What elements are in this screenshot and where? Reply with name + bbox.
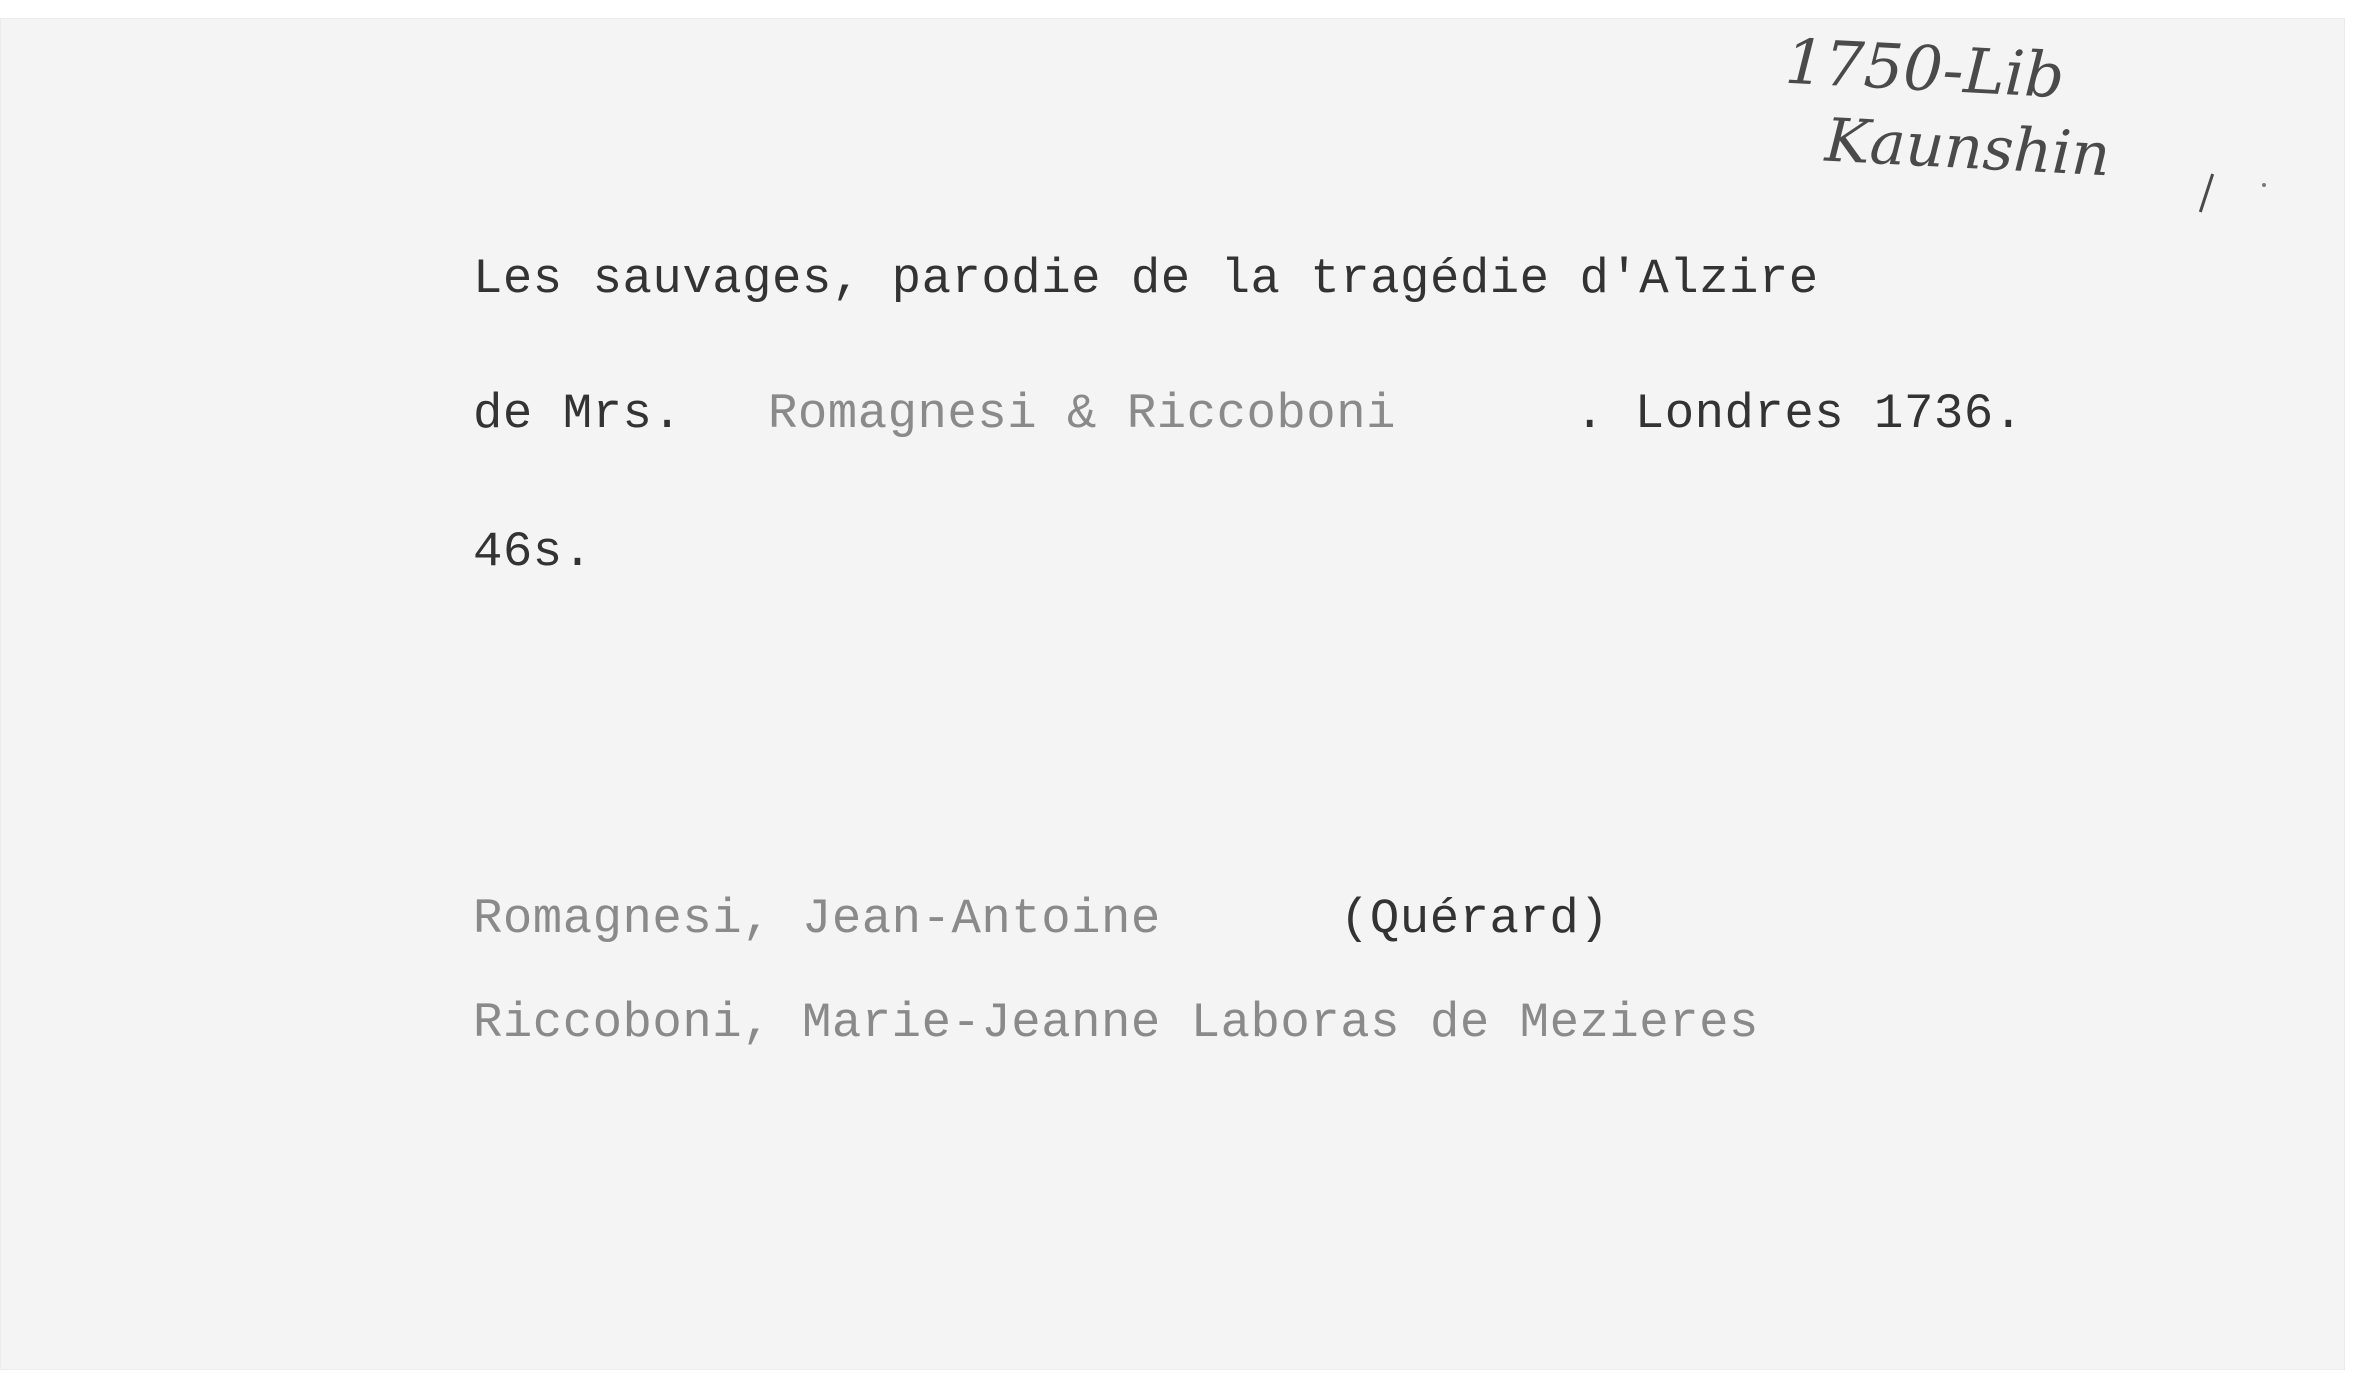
authorship-prefix: de Mrs. <box>473 386 683 442</box>
author-heading-2: Riccoboni, Marie-Jeanne Laboras de Mezieres <box>473 995 1759 1051</box>
catalog-card <box>0 18 2345 1370</box>
author-heading-1-name: Romagnesi, Jean-Antoine <box>473 891 1161 947</box>
handwritten-stroke <box>2199 174 2214 213</box>
authors: Romagnesi & Riccoboni <box>768 386 1397 442</box>
author-heading-1-source: (Quérard) <box>1340 891 1610 947</box>
handwritten-note-line-2: Kaunshin <box>1823 105 2112 191</box>
pagination: 46s. <box>473 524 593 580</box>
handwritten-note-line-1: 1750-Lib <box>1783 24 2067 113</box>
imprint: . Londres 1736. <box>1575 386 2024 442</box>
title-line: Les sauvages, parodie de la tragédie d'Alzire <box>473 251 1819 307</box>
handwritten-dot <box>2262 183 2266 187</box>
